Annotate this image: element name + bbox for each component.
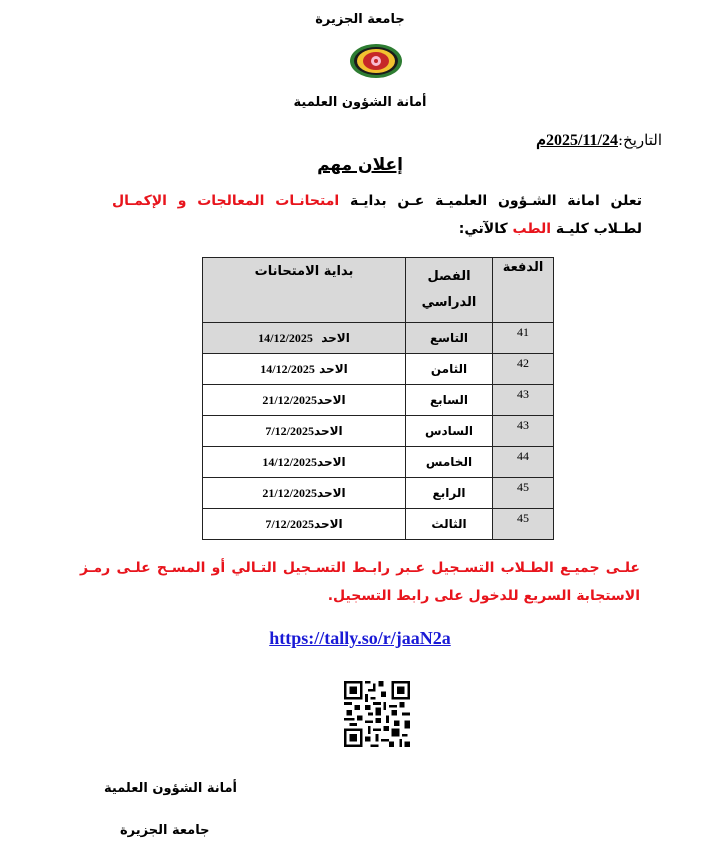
cell-date: 7/12/2025: [265, 516, 315, 531]
intro-text-1: تعلن امانة الشـؤون العلميـة عـن بدايـة: [339, 193, 643, 209]
cell-day: الاحد: [321, 330, 350, 345]
cell-start: [203, 509, 406, 540]
cell-batch: 43: [493, 385, 554, 416]
cell-start: [203, 354, 406, 385]
cell-semester: الخامس: [406, 447, 493, 478]
cell-semester: السابع: [406, 385, 493, 416]
cell-day: الاحد: [317, 454, 346, 469]
table-row: [203, 447, 554, 478]
notice-title: [0, 155, 720, 175]
cell-semester: الثالث: [406, 509, 493, 540]
table-row: [203, 385, 554, 416]
cell-day: الاحد: [317, 392, 346, 407]
cell-date: 21/12/2025: [262, 485, 318, 500]
date-suffix: م: [536, 132, 546, 149]
cell-semester: التاسع: [406, 323, 493, 354]
notice-intro: [112, 187, 642, 243]
cell-day: الاحد: [314, 516, 343, 531]
cell-batch: 45: [493, 478, 554, 509]
cell-batch: 44: [493, 447, 554, 478]
header-department: أمانة الشؤون العلمية: [293, 95, 427, 110]
cell-start: [203, 385, 406, 416]
date-value: 2025/11/24: [545, 132, 618, 149]
qr-code-icon[interactable]: [344, 681, 410, 747]
cell-start: [203, 478, 406, 509]
cell-batch: 45: [493, 509, 554, 540]
cell-batch: 42: [493, 354, 554, 385]
footer-university: جامعة الجزيرة: [120, 823, 210, 838]
cell-day: الاحد: [319, 361, 348, 376]
table-row: [203, 354, 554, 385]
table-row: [203, 509, 554, 540]
cell-semester: السادس: [406, 416, 493, 447]
header-start: بداية الامتحانات: [203, 258, 406, 323]
header-batch: الدفعة: [493, 258, 554, 323]
cell-start: [203, 416, 406, 447]
table-row: [203, 416, 554, 447]
table-row: [203, 323, 554, 354]
registration-link[interactable]: https://tally.so/r/jaaN2a: [269, 628, 451, 648]
table-header-row: [203, 258, 554, 323]
cell-batch: 41: [493, 323, 554, 354]
intro-text-3: كالآتي:: [458, 221, 513, 237]
cell-semester: الرابع: [406, 478, 493, 509]
exam-schedule-table: [202, 257, 554, 540]
cell-date: 21/12/2025: [262, 392, 318, 407]
cell-start: [203, 323, 406, 354]
cell-start: [203, 447, 406, 478]
university-emblem-icon: [348, 42, 404, 80]
intro-faculty: الطب: [512, 221, 552, 237]
date-line: [536, 130, 662, 150]
table-row: [203, 478, 554, 509]
cell-date: 14/12/2025: [260, 361, 315, 376]
cell-semester: الثامن: [406, 354, 493, 385]
cell-date: 14/12/2025: [262, 454, 318, 469]
notice-title-text: إعلان مهم: [317, 155, 403, 175]
registration-link-wrapper: [0, 628, 720, 649]
intro-highlight: امتحانـات المعالجات و الإكمـال: [112, 193, 340, 209]
header-university: جامعة الجزيرة: [315, 12, 405, 27]
cell-day: الاحد: [317, 485, 346, 500]
cell-date: 7/12/2025: [265, 423, 315, 438]
footer-department: أمانة الشؤون العلمية: [104, 781, 237, 796]
cell-day: الاحد: [314, 423, 343, 438]
cell-date: 14/12/2025: [258, 330, 313, 345]
date-label: التاريخ:: [618, 131, 662, 149]
registration-instructions: علـى جميـع الطـلاب التسـجيل عـبر رابـط التسـجيل التـالي أو المسـح علـى رمـز الاستجابة السريع للدخول على رابط التسجيل.: [80, 560, 640, 604]
intro-text-2: لطـلاب كليـة: [551, 221, 642, 237]
cell-batch: 43: [493, 416, 554, 447]
header-semester: الفصل الدراسي: [406, 258, 493, 323]
